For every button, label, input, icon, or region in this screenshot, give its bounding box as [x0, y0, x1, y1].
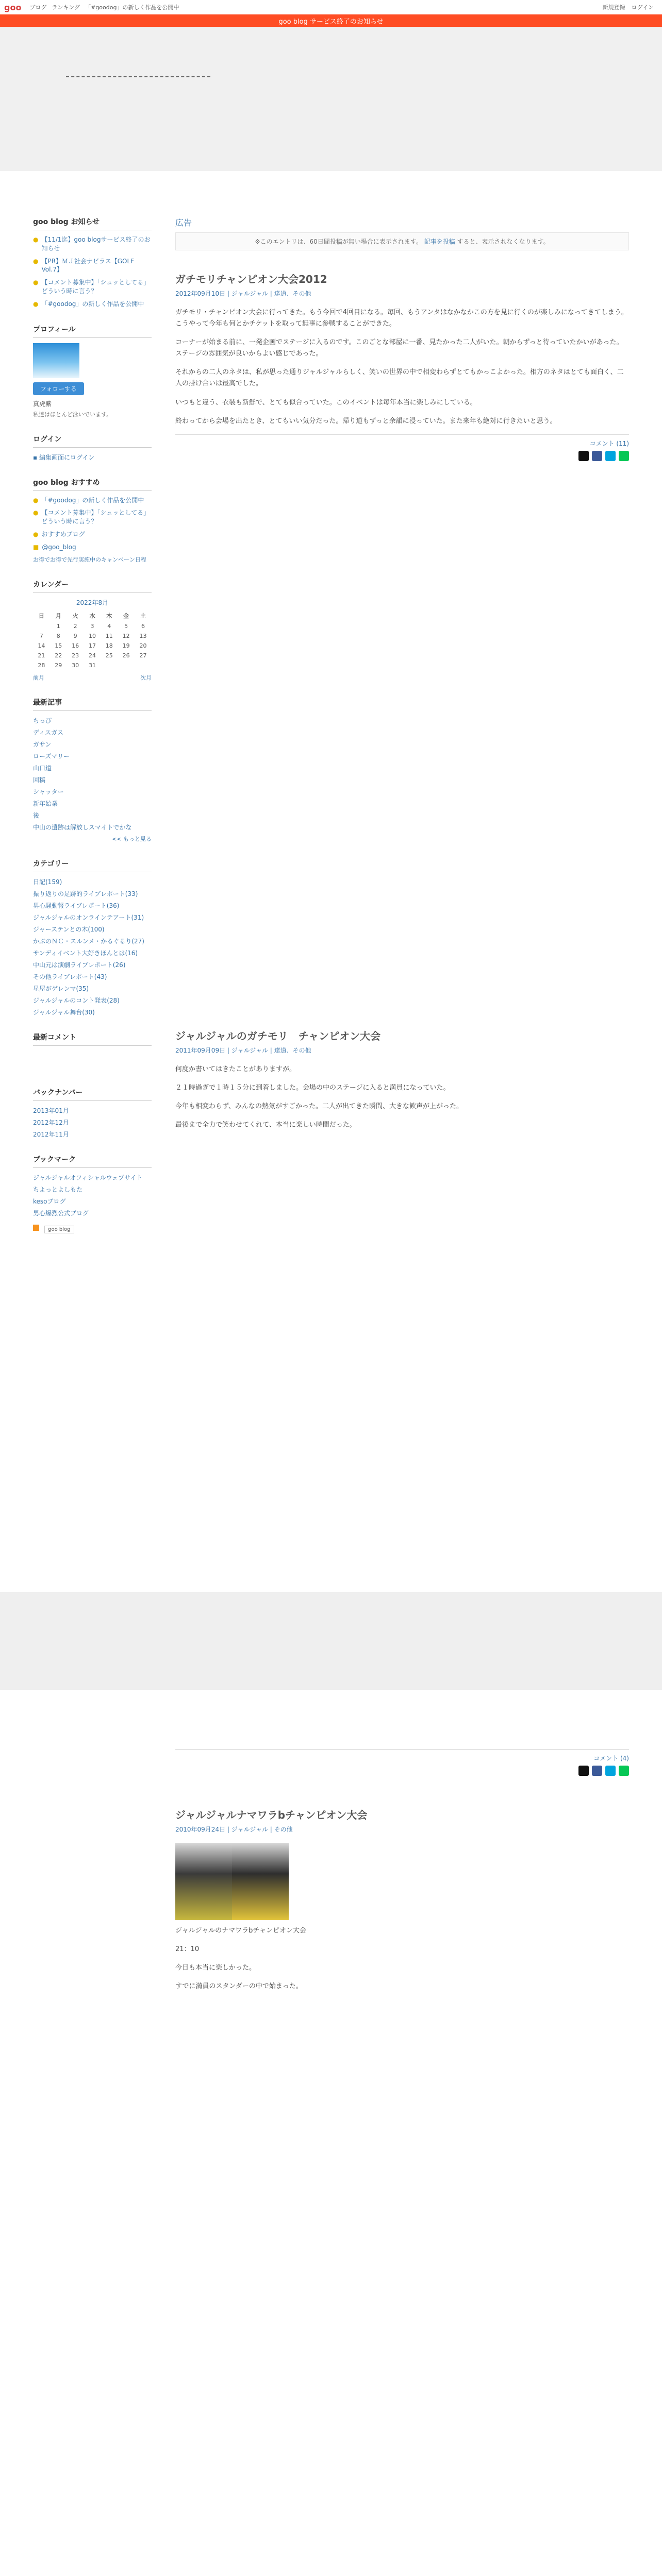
calendar-day: 16: [72, 642, 79, 649]
recent-item[interactable]: ちっぴ: [33, 717, 52, 724]
nav-link-blog[interactable]: ブログ: [29, 4, 47, 11]
entry-footer: [175, 434, 629, 448]
entry-paragraph: 今日も本当に楽しかった。: [175, 1964, 256, 1972]
calendar-day: 26: [122, 652, 130, 659]
backnumber-item[interactable]: 2013年01月: [33, 1107, 69, 1114]
entry-paragraph: 今年も相変わらず、みんなの熱気がすごかった。二人が出てきた瞬間、大きな歓声が上がった。: [175, 1102, 463, 1110]
bookmark-item[interactable]: 男心爆烈公式ブログ: [33, 1209, 89, 1217]
share-buttons: [175, 1766, 629, 1776]
x-share-icon[interactable]: [578, 451, 589, 461]
notice-item[interactable]: ● 【PR】ＭＪ社会ナビラス【GOLF Vol.7】: [33, 257, 135, 274]
calendar-day: 28: [38, 662, 45, 669]
profile-title: プロフィール: [33, 324, 152, 338]
entry-footer: [175, 1749, 629, 1762]
calendar-day: 31: [88, 662, 96, 669]
entry-paragraph: 何度か書いてはきたことがありますが。: [175, 1065, 296, 1073]
calendar-day: 17: [88, 642, 96, 649]
register-link[interactable]: 新規登録: [602, 4, 625, 11]
calendar-day: [118, 660, 135, 670]
entry-paragraph: ２１時過ぎで１時１５分に到着しました。会場の中のステージに入ると満員になっていた。: [175, 1083, 450, 1092]
profile-section: [33, 324, 152, 418]
category-item[interactable]: その他ライブレポート(43): [33, 973, 107, 980]
category-item[interactable]: かぶのＮＣ・スルンメ・かるぐるり(27): [33, 937, 144, 945]
entry-meta[interactable]: 2010年09月24日 | ジャルジャル | その他: [175, 1826, 293, 1834]
bookmark-section: [33, 1154, 152, 1233]
entry-paragraph: ガチモリ・チャンピオン大会に行ってきた。もう今回で4回目になる。毎回、もうアンタはなかなかこの方を見に行くのが楽しみになってきてしまう。こうやって今年も何とかチケットを取って無事に参戦することができた。: [175, 309, 628, 328]
goo-blog-badge: goo blog: [44, 1226, 74, 1233]
rss-icon: [33, 1225, 39, 1231]
blog-title-placeholder[interactable]: [66, 69, 210, 77]
rss-link[interactable]: [33, 1225, 152, 1233]
entry-paragraph: コーナーが始まる前に、一発企画でステージに入るのです。このごとな部屋に一番、見たかった二人がいた。朝からずっと待っていたかいがあった。ステージの雰囲気が良いからよい感じであった。: [175, 338, 623, 358]
backnumber-section: [33, 1087, 152, 1139]
entry-body: [175, 1064, 629, 1131]
bookmark-item[interactable]: kesoブログ: [33, 1197, 66, 1205]
calendar-nav: [33, 673, 152, 682]
entry-paragraph: すでに満員のスタンダーの中で始まった。: [175, 1982, 303, 1991]
recommend-title: goo blog おすすめ: [33, 477, 152, 491]
entry-photo-left: [175, 1843, 232, 1920]
calendar-day: 30: [72, 662, 79, 669]
entry-title[interactable]: ジャルジャルのガチモリ チャンピオン大会: [175, 1029, 381, 1042]
calendar-day: [33, 621, 50, 631]
nav-link-ranking[interactable]: ランキング: [52, 4, 80, 11]
recent-more-link[interactable]: << もっと見る: [112, 835, 152, 842]
calendar-next-link[interactable]: 次月: [140, 674, 152, 681]
calendar-weekday: 水: [89, 612, 95, 619]
calendar-day: 3: [90, 622, 94, 630]
calendar-day: 20: [139, 642, 147, 649]
ad-label: 広告: [175, 218, 192, 228]
calendar-day: 9: [73, 632, 77, 639]
calendar-day: 1: [56, 622, 60, 630]
backnumber-item[interactable]: 2012年11月: [33, 1130, 69, 1138]
category-item[interactable]: 男心騒動報ライブレポート(36): [33, 902, 120, 909]
blog-entry: [175, 1028, 629, 1776]
comments-empty: [33, 1051, 152, 1072]
calendar-table: [33, 610, 152, 670]
category-item[interactable]: 中山元は演劇ライブレポート(26): [33, 961, 126, 969]
profile-name[interactable]: 真虎紫: [33, 400, 52, 408]
entry-body: [175, 1925, 629, 1992]
calendar-day: 18: [105, 642, 113, 649]
recent-item[interactable]: 後: [33, 811, 40, 819]
entry-meta[interactable]: 2011年09月09日 | ジャルジャル | 達道、その他: [175, 1046, 311, 1054]
bulb-icon: ●: [33, 530, 39, 538]
calendar-day: 12: [122, 632, 130, 639]
main-content: [175, 216, 629, 2000]
bookmark-item[interactable]: ジャルジャルオフィシャルウェブサイト: [33, 1174, 143, 1181]
category-item[interactable]: ジャルジャルのコント発表(28): [33, 996, 120, 1004]
calendar-weekday: 日: [38, 612, 44, 619]
goo-logo[interactable]: goo: [4, 2, 22, 12]
nav-link-goodog[interactable]: 「#goodog」の新しく作品を公開中: [85, 4, 179, 11]
twitter-icon: ■: [33, 543, 39, 551]
notice-item[interactable]: ● 【11/1迄】goo blogサービス終了のお知らせ: [33, 236, 151, 252]
line-share-icon[interactable]: [619, 1766, 629, 1776]
bookmark-title: ブックマーク: [33, 1154, 152, 1168]
calendar-day: 11: [105, 632, 113, 639]
bulb-icon: ●: [33, 509, 39, 517]
notices-title: goo blog お知らせ: [33, 216, 152, 230]
recommend-item[interactable]: ■ @goo_blog: [33, 543, 76, 551]
calendar-weekday: 土: [140, 612, 146, 619]
notice-item[interactable]: ● 「#goodog」の新しく作品を公開中: [33, 300, 144, 308]
entry-paragraph: 終わってから会場を出たとき、とてもいい気分だった。帰り道もずっと余韻に浸っていた。また来年も絶対に行きたいと思う。: [175, 417, 557, 425]
calendar-day: [135, 660, 152, 670]
recent-title: 最新記事: [33, 697, 152, 711]
top-navigation-bar: [0, 0, 662, 15]
category-item[interactable]: ジャルジャル舞台(30): [33, 1008, 95, 1016]
notices-section: [33, 216, 152, 309]
bulb-icon: ●: [33, 496, 39, 504]
facebook-share-icon[interactable]: [592, 1766, 602, 1776]
recent-item[interactable]: ローズマリー: [33, 752, 70, 760]
recommend-item[interactable]: ● 【コメント募集中】「シュッとしてる」どういう時に言う？: [33, 509, 150, 526]
calendar-weekday: 木: [106, 612, 112, 619]
login-link[interactable]: ログイン: [631, 4, 654, 11]
profile-image: [33, 343, 79, 378]
calendar-weekday: 火: [72, 612, 78, 619]
calendar-day: [101, 660, 118, 670]
no-post-notice: ※このエントリは、60日間投稿が無い場合に表示されます。 記事を投稿 すると、表示されなくなります。: [175, 232, 629, 250]
calendar-weekday: 金: [123, 612, 129, 619]
calendar-day: 7: [39, 632, 43, 639]
hatena-share-icon[interactable]: [605, 1766, 616, 1776]
category-item[interactable]: ジャーステンとの木(100): [33, 925, 105, 933]
x-share-icon[interactable]: [578, 1766, 589, 1776]
calendar-prev-link[interactable]: 前月: [33, 674, 44, 681]
recommend-note[interactable]: お得でお得で先行実施中のキャンペーン日程: [33, 556, 146, 563]
facebook-share-icon[interactable]: [592, 451, 602, 461]
entry-paragraph: それからの二人のネタは、私が思った通りジャルジャルらしく、笑いの世界の中で相変わらずとてもかっこよかった。相方のネタはとても面白く、二人の掛け合いは最高でした。: [175, 368, 624, 388]
calendar-day: 25: [105, 652, 113, 659]
calendar-weekday: 月: [55, 612, 61, 619]
calendar-day: 22: [55, 652, 62, 659]
bookmark-item[interactable]: ちよっとよしもた: [33, 1185, 83, 1193]
category-title: カテゴリー: [33, 858, 152, 872]
post-article-link[interactable]: 記事を投稿: [424, 238, 455, 245]
recommend-item[interactable]: ● おすすめブログ: [33, 530, 85, 538]
bulb-icon: ●: [33, 257, 39, 265]
blog-entry: [175, 271, 629, 461]
calendar-day: 5: [124, 622, 128, 630]
calendar-day: 4: [107, 622, 111, 630]
calendar-day: 15: [55, 642, 62, 649]
entry-paragraph: 最後まで全力で笑わせてくれて、本当に楽しい時間だった。: [175, 1121, 356, 1129]
hatena-share-icon[interactable]: [605, 451, 616, 461]
calendar-day: 10: [88, 632, 96, 639]
entry-photo-right: [232, 1843, 289, 1920]
calendar-day: 23: [72, 652, 79, 659]
calendar-day: 6: [141, 622, 145, 630]
notice-item[interactable]: ● 【コメント募集中】「シュッとしてる」どういう時に言う？: [33, 279, 150, 295]
service-end-announcement[interactable]: goo blog サービス終了のお知らせ: [0, 14, 662, 27]
blog-header: [0, 27, 662, 171]
entry-meta[interactable]: 2012年09月10日 | ジャルジャル | 達道、その他: [175, 290, 311, 297]
recent-item[interactable]: 回稿: [33, 776, 46, 784]
category-section: [33, 858, 152, 1016]
comment-link[interactable]: コメント (11): [589, 439, 629, 447]
calendar-day: 8: [56, 632, 60, 639]
category-item[interactable]: ジャルジャルのオンラインテアート(31): [33, 913, 144, 921]
profile-description: 私達はほとんど泳いでいます。: [33, 411, 112, 418]
category-item[interactable]: 星屋がゲレンマ(35): [33, 985, 89, 992]
lock-icon: ▪: [33, 453, 39, 461]
calendar-day: 24: [88, 652, 96, 659]
calendar-day: 29: [55, 662, 62, 669]
edit-login-link[interactable]: ▪ 編集画面にログイン: [33, 453, 95, 461]
share-buttons: [175, 451, 629, 461]
recent-item[interactable]: 中山の遺跡は解放しスマイトでかな: [33, 823, 132, 831]
category-item[interactable]: 振り返りの足跡的ライブレポート(33): [33, 890, 138, 897]
recent-item[interactable]: シャッター: [33, 788, 64, 795]
login-title: ログイン: [33, 434, 152, 448]
entry-paragraph: いつもと違う、衣装も新鮮で、とても似合っていた。このイベントは毎年本当に楽しみにしている。: [175, 398, 477, 406]
comments-section: [33, 1032, 152, 1072]
backnumber-title: バックナンバー: [33, 1087, 152, 1101]
comment-link[interactable]: コメント (4): [593, 1755, 629, 1762]
entry-body: [175, 307, 629, 427]
recent-item[interactable]: ガサン: [33, 740, 52, 748]
calendar-day: 2: [73, 622, 77, 630]
sidebar: [33, 216, 152, 1249]
entry-paragraph: ジャルジャルのナマワラbチャンピオン大会: [175, 1927, 307, 1935]
recommend-section: [33, 477, 152, 564]
blog-entry: [175, 1807, 629, 1992]
top-nav-links: [29, 3, 179, 11]
recommend-item[interactable]: ● 「#goodog」の新しく作品を公開中: [33, 496, 144, 504]
calendar-title: カレンダー: [33, 579, 152, 593]
backnumber-item[interactable]: 2012年12月: [33, 1118, 69, 1126]
entry-paragraph: 21：10: [175, 1945, 200, 1954]
calendar-day: 13: [139, 632, 147, 639]
recent-item[interactable]: 山口道: [33, 764, 52, 772]
calendar-month: 2022年8月: [76, 599, 109, 606]
category-item[interactable]: サンディイベント大好きほんとは(16): [33, 949, 138, 957]
category-item[interactable]: 日記(159): [33, 878, 62, 886]
calendar-day: 19: [122, 642, 130, 649]
line-share-icon[interactable]: [619, 451, 629, 461]
recent-item[interactable]: 新年始業: [33, 800, 58, 807]
follow-button[interactable]: フォローする: [33, 382, 84, 395]
calendar-day: 14: [38, 642, 45, 649]
recent-item[interactable]: ディスガス: [33, 728, 64, 736]
bulb-icon: ●: [33, 300, 39, 308]
entry-title[interactable]: ガチモリチャンピオン大会2012: [175, 273, 327, 285]
calendar-section: [33, 579, 152, 682]
comments-title: 最新コメント: [33, 1032, 152, 1046]
bulb-icon: ●: [33, 279, 39, 286]
login-section: [33, 434, 152, 462]
bulb-icon: ●: [33, 236, 39, 243]
recent-section: [33, 697, 152, 843]
calendar-day: 21: [38, 652, 45, 659]
top-right-links: [603, 3, 654, 11]
entry-title[interactable]: ジャルジャルナマワラbチャンピオン大会: [175, 1809, 368, 1822]
entry-photo[interactable]: [175, 1843, 629, 1920]
calendar-day: 27: [139, 652, 147, 659]
